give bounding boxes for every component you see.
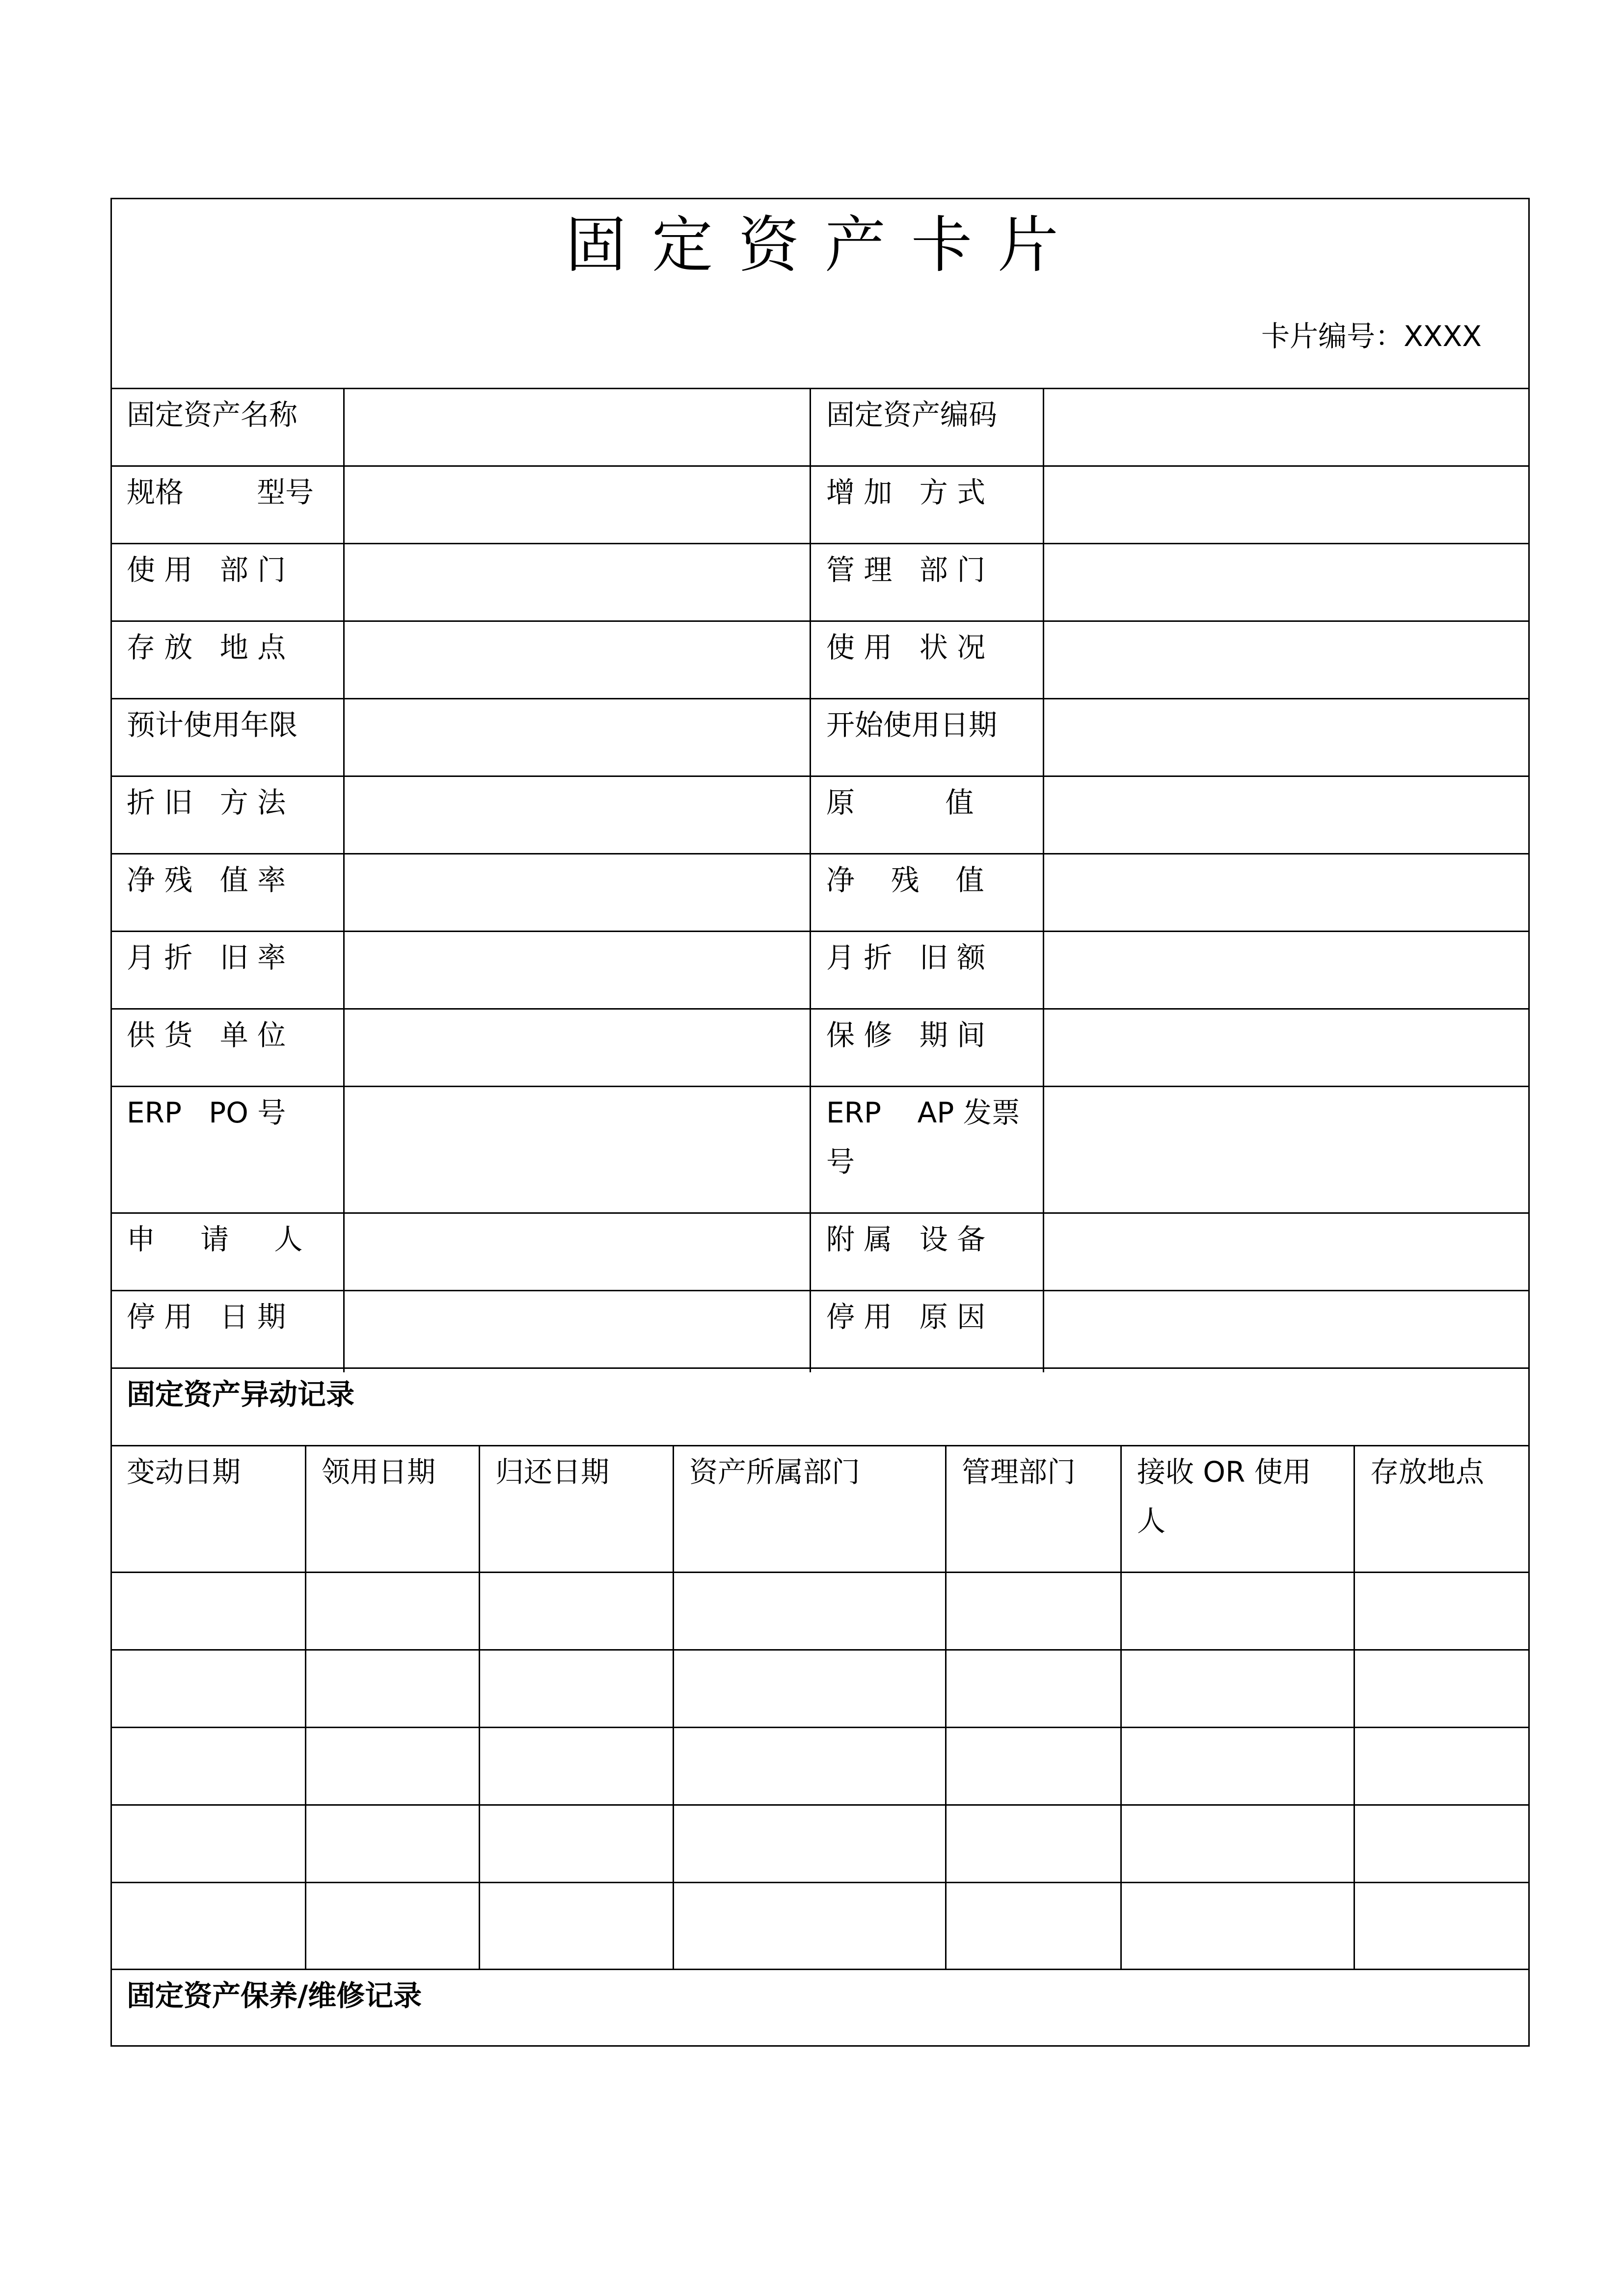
title-char: 产 — [825, 210, 886, 281]
field-label: 原 值 — [826, 786, 974, 819]
table-header: 领用日期 — [322, 1455, 436, 1489]
row-divider — [110, 1212, 1530, 1214]
field-label — [127, 468, 314, 517]
field-label: 管 理 部 门 — [826, 553, 986, 587]
column-divider — [343, 388, 345, 1372]
field-label: 使 用 状 况 — [826, 631, 986, 664]
column-divider — [1120, 1445, 1122, 1970]
row-divider — [110, 1445, 1530, 1446]
field-label: 供 货 单 位 — [127, 1018, 286, 1052]
table-header: 接收 OR 使用 — [1137, 1455, 1311, 1489]
table-header: 资产所属部门 — [689, 1455, 861, 1489]
row-divider — [110, 1969, 1530, 1970]
field-label: 停 用 日 期 — [127, 1300, 286, 1334]
title-char: 定 — [651, 210, 713, 281]
row-divider — [110, 1086, 1530, 1087]
field-label: ERP PO 号 — [127, 1096, 286, 1129]
title-char: 固 — [565, 210, 626, 281]
field-label: 保 修 期 间 — [826, 1018, 986, 1052]
field-label: 附 属 设 备 — [826, 1223, 986, 1256]
title-char: 卡 — [911, 210, 973, 281]
card-number: 卡片编号：XXXX — [1261, 320, 1482, 353]
label-char: 型 — [257, 476, 286, 509]
field-label: 使 用 部 门 — [127, 553, 286, 587]
field-label: 停 用 原 因 — [826, 1300, 986, 1334]
field-label: 申 请 人 — [127, 1223, 303, 1256]
row-divider — [110, 388, 1530, 389]
row-divider — [110, 1727, 1530, 1728]
section-title-change-record: 固定资产异动记录 — [127, 1378, 355, 1411]
row-divider — [110, 1804, 1530, 1806]
asset-card-frame — [110, 198, 1530, 2047]
title-char: 资 — [738, 210, 799, 281]
label-char: 格 — [155, 476, 184, 509]
column-divider — [945, 1445, 947, 1970]
field-label: 号 — [826, 1145, 855, 1178]
row-divider — [110, 1367, 1530, 1369]
label-char: 号 — [285, 476, 314, 509]
row-divider — [110, 1882, 1530, 1883]
field-label: 月 折 旧 率 — [127, 941, 286, 974]
field-label: 折 旧 方 法 — [127, 786, 286, 819]
column-divider — [305, 1445, 306, 1970]
title-char: 片 — [998, 210, 1059, 281]
field-label: 净 残 值 — [826, 863, 984, 897]
column-divider — [673, 1445, 674, 1970]
row-divider — [110, 1649, 1530, 1651]
table-header: 变动日期 — [127, 1455, 241, 1489]
table-header: 存放地点 — [1370, 1455, 1485, 1489]
label-char: 规 — [127, 476, 156, 509]
field-label: 固定资产编码 — [826, 398, 998, 431]
row-divider — [110, 931, 1530, 932]
row-divider — [110, 775, 1530, 777]
field-label: 增 加 方 式 — [826, 476, 986, 509]
row-divider — [110, 465, 1530, 467]
field-label: 预计使用年限 — [127, 708, 298, 742]
row-divider — [110, 620, 1530, 622]
row-divider — [110, 1290, 1530, 1291]
page-title — [0, 206, 1624, 285]
column-divider — [1043, 388, 1044, 1372]
field-label: 存 放 地 点 — [127, 631, 286, 664]
row-divider — [110, 1008, 1530, 1010]
row-divider — [110, 1572, 1530, 1573]
row-divider — [110, 543, 1530, 544]
column-divider — [810, 388, 811, 1372]
field-label: 固定资产名称 — [127, 398, 298, 431]
section-title-maintenance-record: 固定资产保养/维修记录 — [127, 1979, 422, 2012]
table-header: 人 — [1137, 1504, 1166, 1538]
field-label: ERP AP 发票 — [826, 1096, 1020, 1129]
field-label: 净 残 值 率 — [127, 863, 286, 897]
column-divider — [479, 1445, 480, 1970]
table-header: 管理部门 — [962, 1455, 1076, 1489]
field-label: 月 折 旧 额 — [826, 941, 986, 974]
row-divider — [110, 853, 1530, 854]
row-divider — [110, 698, 1530, 699]
column-divider — [1353, 1445, 1355, 1970]
field-label: 开始使用日期 — [826, 708, 998, 742]
table-header: 归还日期 — [495, 1455, 610, 1489]
